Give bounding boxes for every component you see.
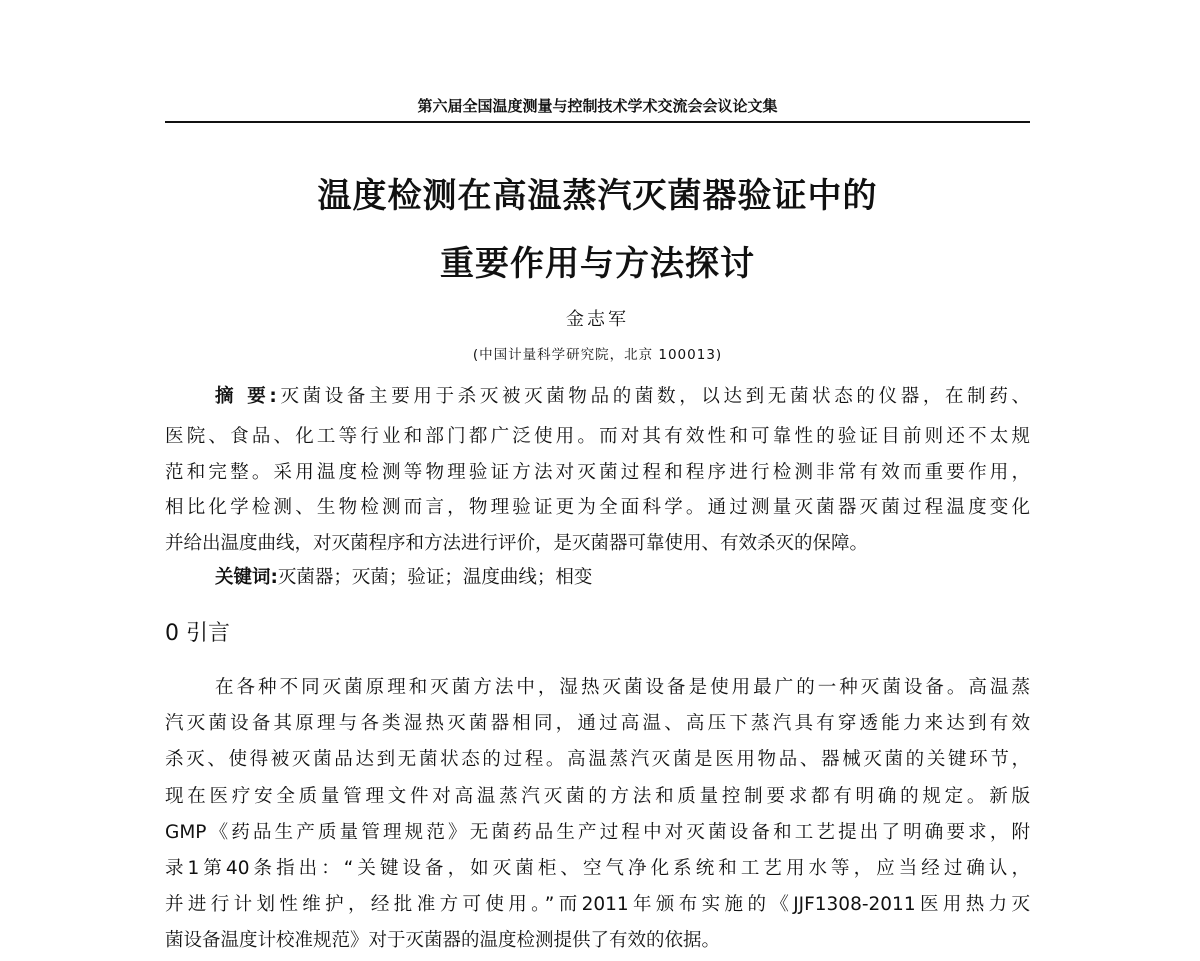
body-line-1: 在各种不同灭菌原理和灭菌方法中，湿热灭菌设备是使用最广的一种灭菌设备。高温蒸 (215, 677, 1030, 698)
running-header: 第六届全国温度测量与控制技术学术交流会会议论文集 (417, 97, 778, 115)
body-line-2: 汽灭菌设备其原理与各类湿热灭菌器相同，通过高温、高压下蒸汽具有穿透能力来达到有效 (165, 713, 1030, 734)
abstract-line-3: 范和完整。采用温度检测等物理验证方法对灭菌过程和程序进行检测非常有效而重要作用， (165, 462, 1030, 483)
abstract-line-2: 医院、食品、化工等行业和部门都广泛使用。而对其有效性和可靠性的验证目前则还不太规 (165, 426, 1030, 447)
body-line-4: 现在医疗安全质量管理文件对高温蒸汽灭菌的方法和质量控制要求都有明确的规定。新版 (165, 786, 1030, 807)
abstract-line-4: 相比化学检测、生物检测而言，物理验证更为全面科学。通过测量灭菌器灭菌过程温度变化 (165, 497, 1030, 518)
section-heading: 0 引言 (165, 621, 230, 646)
keywords-text: 灭菌器；灭菌；验证；温度曲线；相变 (277, 567, 593, 588)
abstract-line-5: 并给出温度曲线，对灭菌程序和方法进行评价，是灭菌器可靠使用、有效杀灭的保障。 (165, 533, 869, 554)
author: 金志军 (566, 309, 629, 330)
affiliation: (中国计量科学研究院，北京 100013) (472, 347, 723, 363)
body-line-5: GMP《药品生产质量管理规范》无菌药品生产过程中对灭菌设备和工艺提出了明确要求，附 (165, 822, 1030, 843)
title-line-2: 重要作用与方法探讨 (440, 244, 755, 284)
keywords (215, 566, 1030, 590)
title-line-1: 温度检测在高温蒸汽灭菌器验证中的 (317, 176, 878, 216)
body-line-6: 录1第40条指出：“关键设备，如灭菌柜、空气净化系统和工艺用水等，应当经过确认， (165, 858, 1030, 879)
header-rule (165, 121, 1030, 123)
body-line-8: 菌设备温度计校准规范》对于灭菌器的温度检测提供了有效的依据。 (165, 930, 721, 951)
abstract-line-1: 摘 要:灭菌设备主要用于杀灭被灭菌物品的菌数，以达到无菌状态的仪器，在制药、 (215, 386, 1030, 407)
keywords-label: 关键词: (215, 567, 278, 588)
body-line-7: 并进行计划性维护，经批准方可使用。”而2011年颁布实施的《JJF1308-2011医用热力灭 (165, 894, 1030, 915)
body-line-3: 杀灭、使得被灭菌品达到无菌状态的过程。高温蒸汽灭菌是医用物品、器械灭菌的关键环节， (165, 749, 1030, 770)
abstract-label: 摘 要: (215, 386, 277, 407)
